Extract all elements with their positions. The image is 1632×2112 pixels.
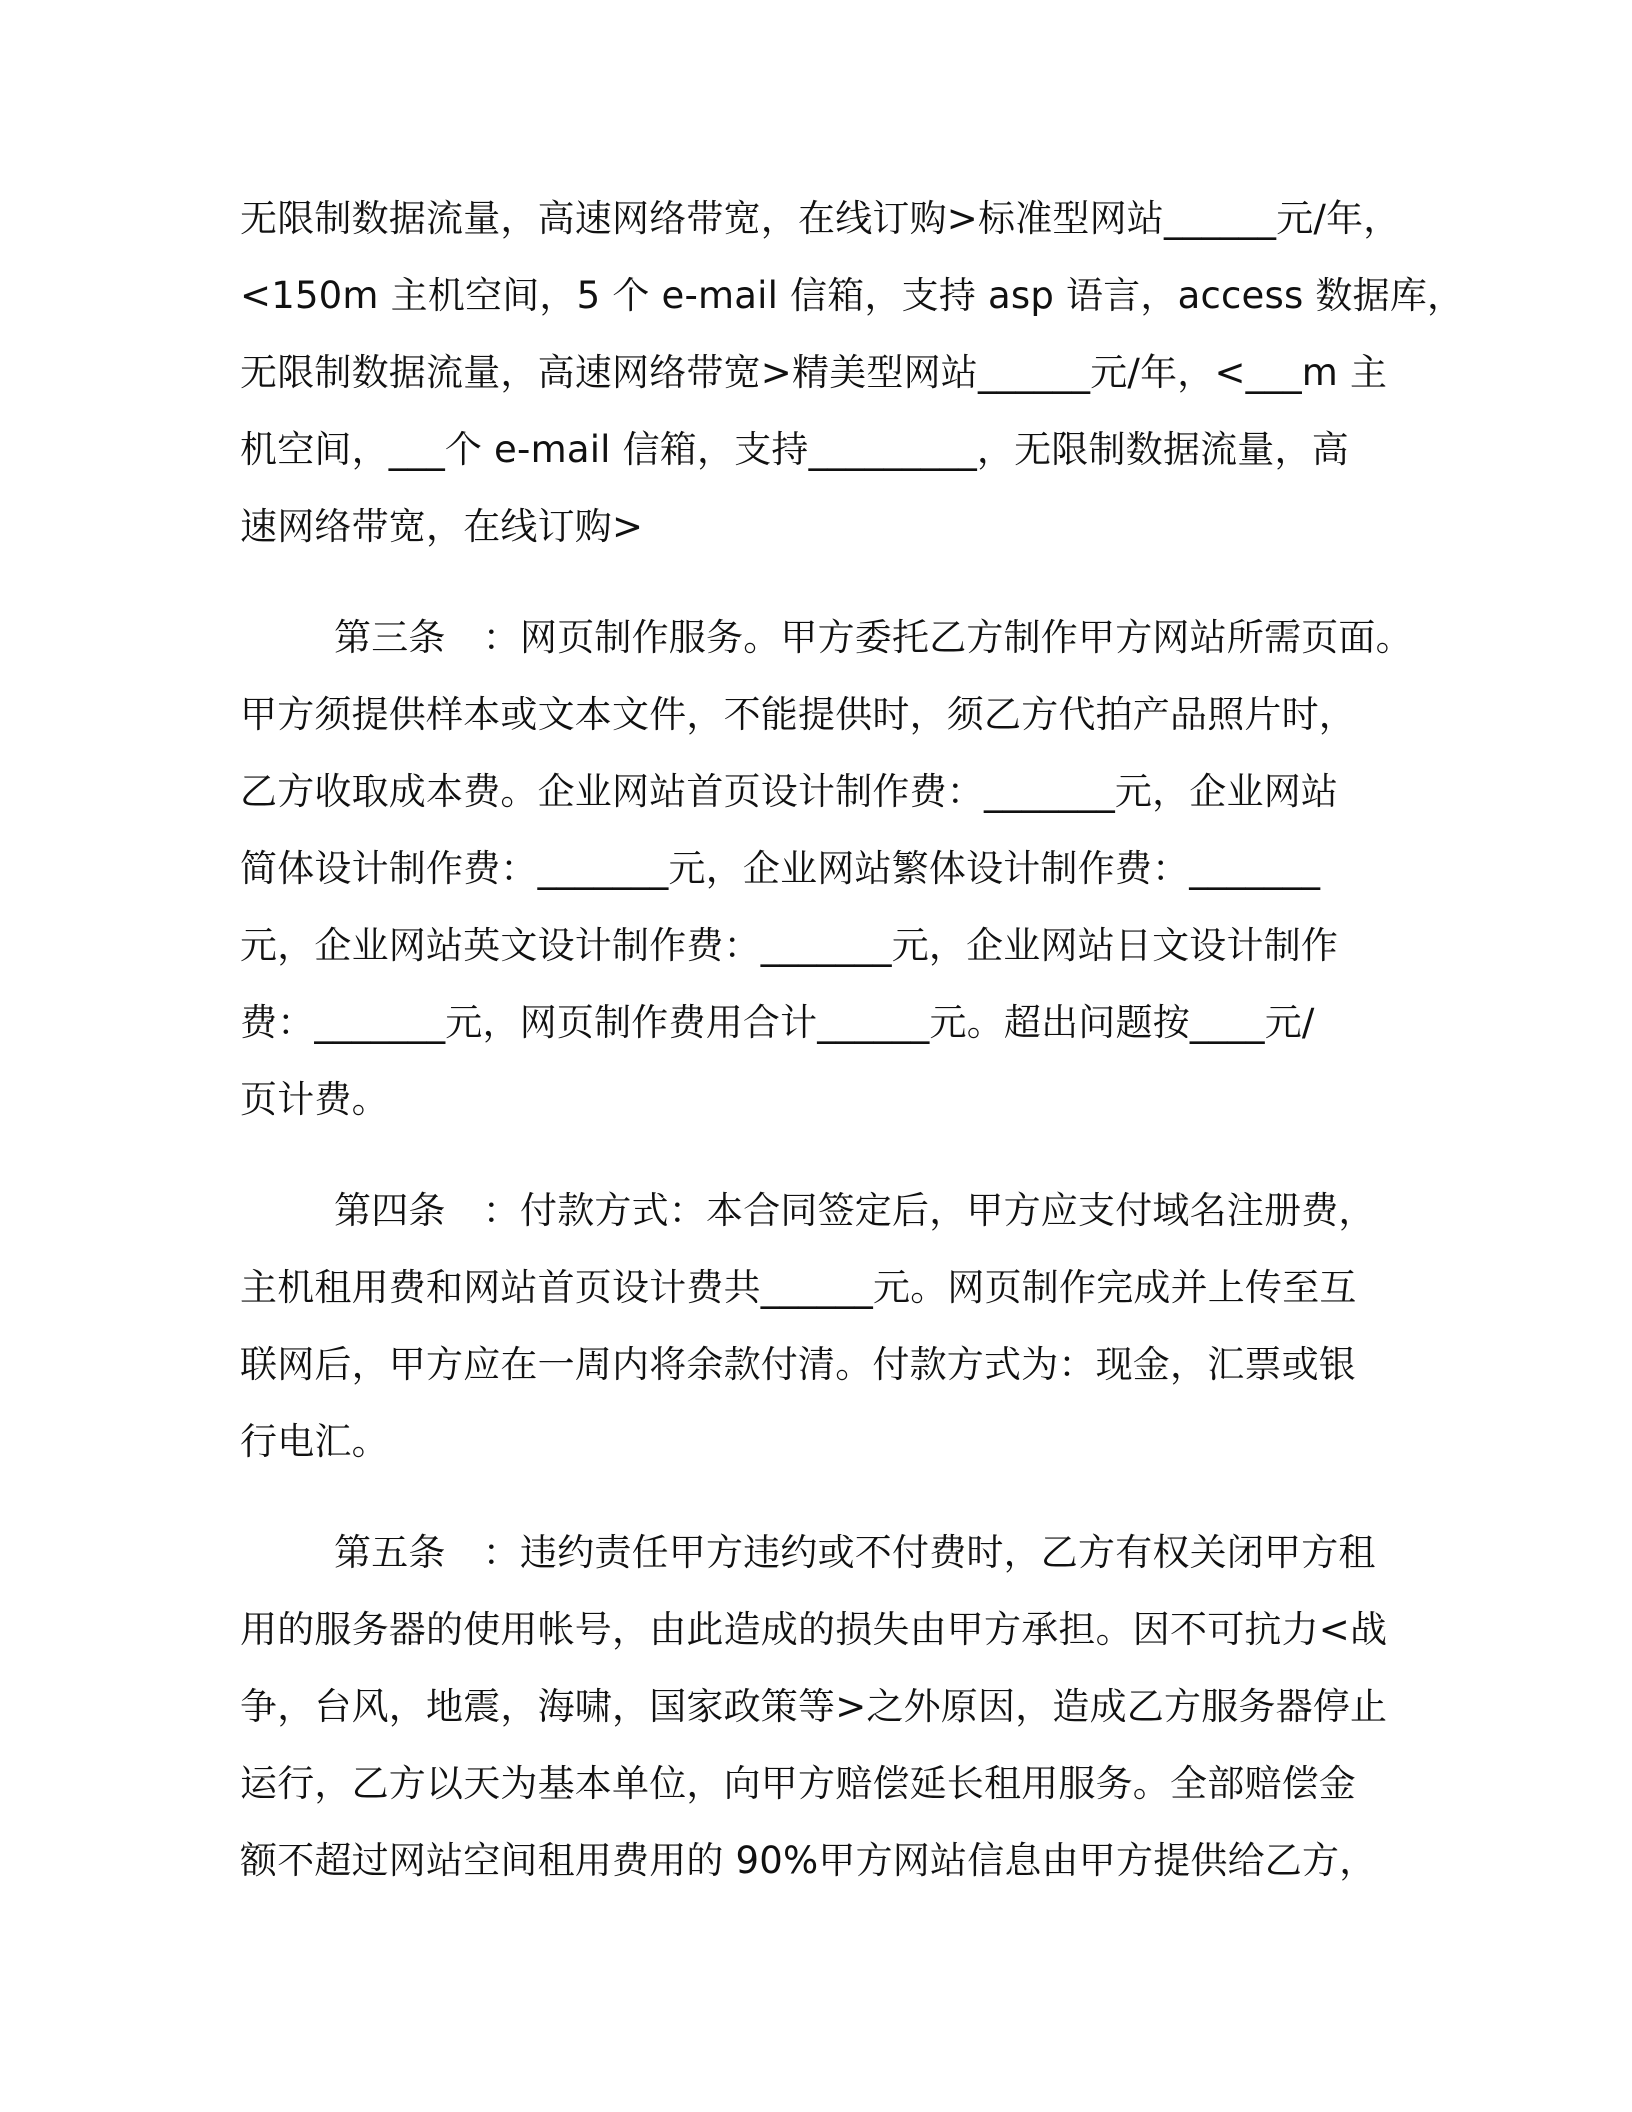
text-line: 争，台风，地震，海啸，国家政策等>之外原因，造成乙方服务器停止: [240, 1685, 1388, 1728]
text-line: 用的服务器的使用帐号，由此造成的损失由甲方承担。因不可抗力<战: [240, 1608, 1388, 1651]
text-line: 乙方收取成本费。企业网站首页设计制作费：_______元，企业网站: [240, 770, 1339, 813]
article-heading-line: 第四条 ：付款方式：本合同签定后，甲方应支付域名注册费，: [334, 1189, 1376, 1232]
paragraph-article-5: [240, 1514, 1400, 1899]
text-line: 机空间，___个 e-mail 信箱，支持_________，无限制数据流量，高: [240, 428, 1349, 471]
text-line: 联网后，甲方应在一周内将余款付清。付款方式为：现金，汇票或银: [240, 1343, 1356, 1386]
article-heading-line: 第五条 ：违约责任甲方违约或不付费时，乙方有权关闭甲方租: [334, 1531, 1376, 1574]
text-line: 无限制数据流量，高速网络带宽，在线订购>标准型网站______元/年，: [240, 197, 1401, 240]
paragraph-article-4: [240, 1172, 1400, 1480]
paragraph-hosting-plans: [240, 180, 1465, 565]
paragraph-article-3: [240, 599, 1413, 1138]
text-line: 运行，乙方以天为基本单位，向甲方赔偿延长租用服务。全部赔偿金: [240, 1762, 1356, 1805]
document-body: [240, 180, 1465, 1899]
text-line: 页计费。: [240, 1078, 389, 1121]
text-line: 简体设计制作费：_______元，企业网站繁体设计制作费：_______: [240, 847, 1321, 890]
text-line: 元，企业网站英文设计制作费：_______元，企业网站日文设计制作: [240, 924, 1339, 967]
text-line: 主机租用费和网站首页设计费共______元。网页制作完成并上传至互: [240, 1266, 1357, 1309]
text-line: <150m 主机空间，5 个 e-mail 信箱，支持 asp 语言，access 数据库，: [240, 274, 1465, 317]
text-line: 速网络带宽，在线订购>: [240, 505, 644, 548]
article-heading-line: 第三条 ：网页制作服务。甲方委托乙方制作甲方网站所需页面。: [334, 616, 1413, 659]
text-line: 额不超过网站空间租用费用的 90%甲方网站信息由甲方提供给乙方，: [240, 1839, 1377, 1882]
text-line: 费：_______元，网页制作费用合计______元。超出问题按____元/: [240, 1001, 1315, 1044]
text-line: 甲方须提供样本或文本文件，不能提供时，须乙方代拍产品照片时，: [240, 693, 1356, 736]
text-line: 行电汇。: [240, 1420, 389, 1463]
text-line: 无限制数据流量，高速网络带宽>精美型网站______元/年，<___m 主: [240, 351, 1388, 394]
